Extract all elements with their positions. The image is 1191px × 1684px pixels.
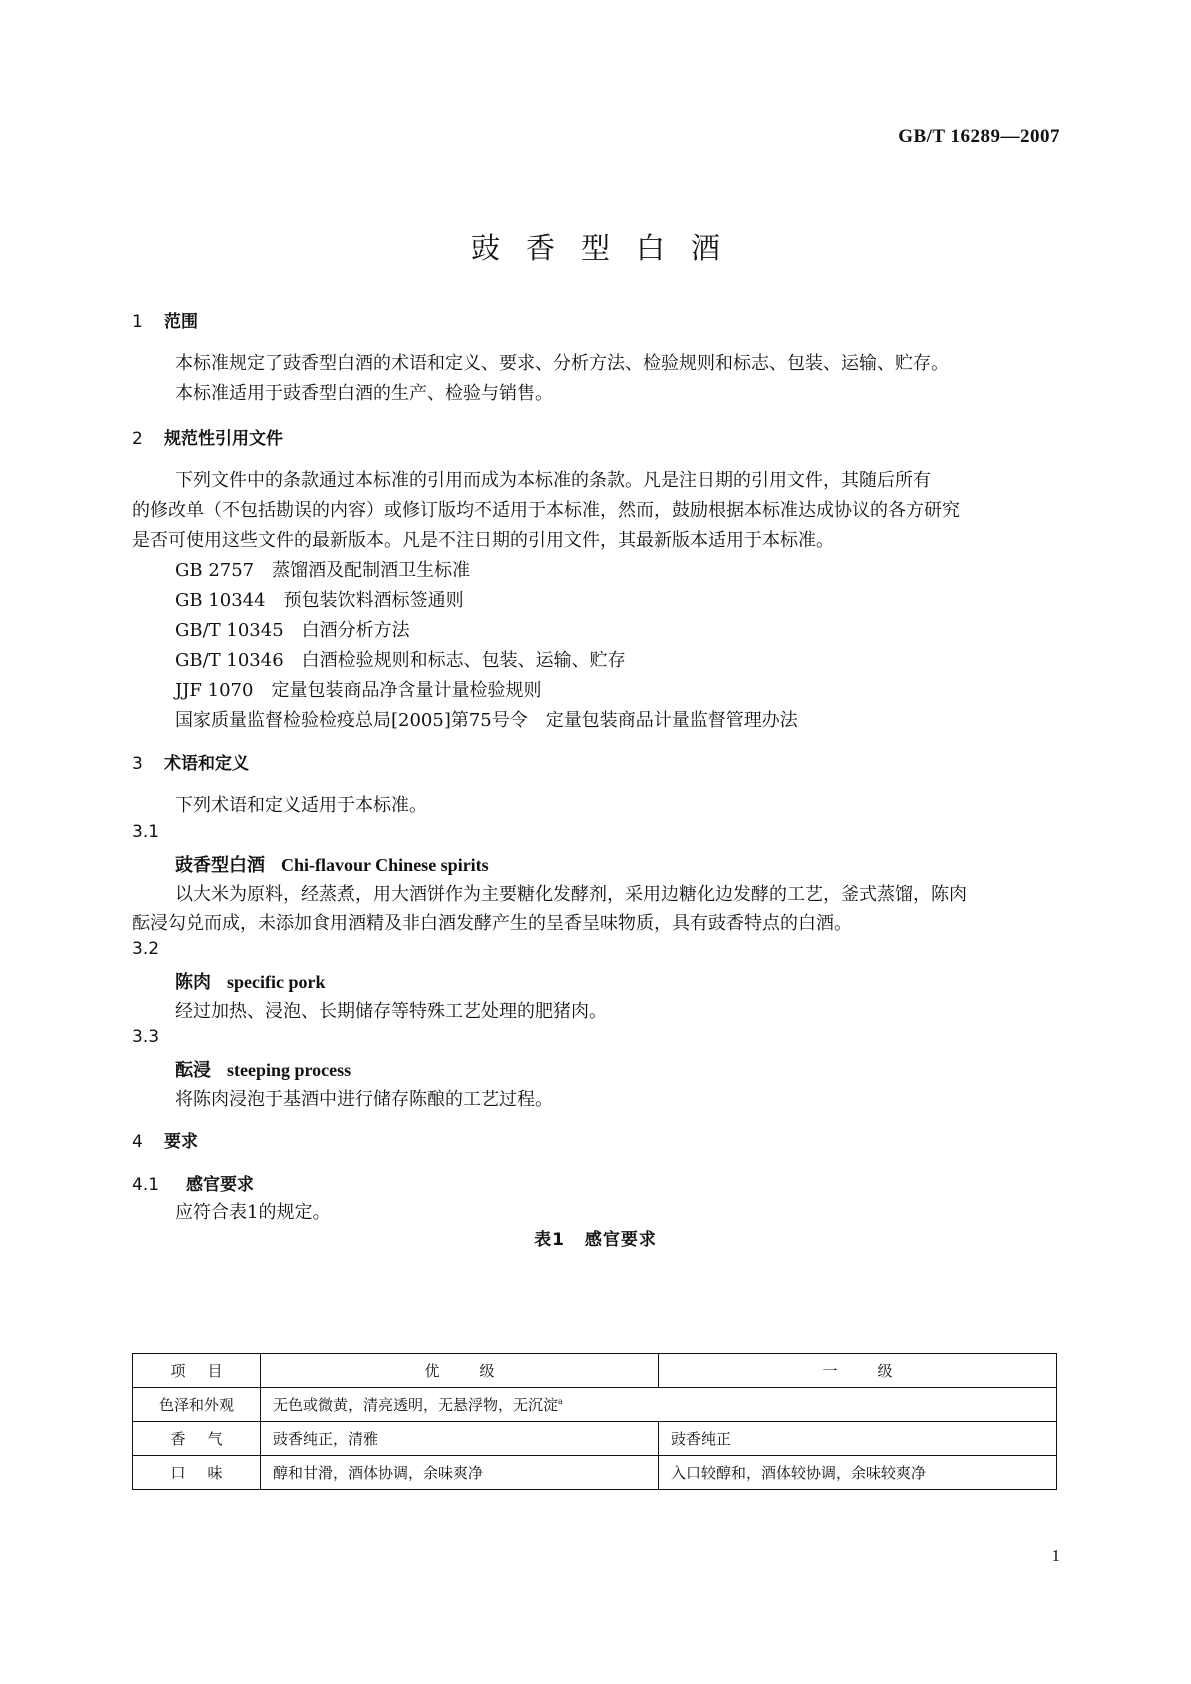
term-heading bbox=[175, 1056, 351, 1082]
row-merged-value bbox=[261, 1388, 1057, 1422]
document-title: 豉香型白酒 bbox=[470, 231, 746, 265]
reference-item bbox=[175, 556, 470, 582]
table-1-caption bbox=[0, 1225, 1191, 1250]
term-chinese: 豉香型白酒 bbox=[175, 855, 265, 876]
reference-code: GB 2757 bbox=[175, 560, 255, 581]
section-4-heading bbox=[132, 1127, 198, 1152]
section-1-heading bbox=[132, 307, 198, 332]
term-heading bbox=[175, 851, 489, 877]
table-row bbox=[133, 1456, 1057, 1490]
term-definition-line-1: 经过加热、浸泡、长期储存等特殊工艺处理的肥猪肉。 bbox=[175, 1001, 607, 1022]
subsection-4-1-title: 感官要求 bbox=[186, 1175, 254, 1195]
subsection-4-1-number: 4.1 bbox=[132, 1175, 160, 1195]
clause-number: 3.3 bbox=[132, 1027, 160, 1047]
section-2-intro-line-2: 的修改单（不包括勘误的内容）或修订版均不适用于本标准，然而，鼓励根据本标准达成协议的各方研究 bbox=[132, 500, 960, 521]
clause-number: 3.1 bbox=[132, 822, 160, 842]
row-item: 口味 bbox=[133, 1456, 261, 1490]
reference-name: 定量包装商品计量监督管理办法 bbox=[545, 710, 798, 731]
reference-name: 白酒分析方法 bbox=[301, 620, 410, 641]
term-english: Chi-flavour Chinese spirits bbox=[281, 855, 489, 875]
term-definition-line-1: 将陈肉浸泡于基酒中进行储存陈酿的工艺过程。 bbox=[175, 1089, 553, 1110]
term-chinese: 酝浸 bbox=[175, 1060, 211, 1081]
section-2-title: 规范性引用文件 bbox=[164, 429, 283, 449]
section-1-number: 1 bbox=[132, 312, 143, 332]
row-first-value: 豉香纯正 bbox=[659, 1422, 1057, 1456]
term-english: steeping process bbox=[227, 1060, 352, 1080]
section-4-number: 4 bbox=[132, 1132, 143, 1152]
reference-code: 国家质量监督检验检疫总局[2005]第75号令 bbox=[175, 710, 528, 731]
section-2-intro-line-3: 是否可使用这些文件的最新版本。凡是不注日期的引用文件，其最新版本适用于本标准。 bbox=[132, 530, 834, 551]
reference-item bbox=[175, 676, 541, 702]
reference-name: 预包装饮料酒标签通则 bbox=[283, 590, 464, 611]
reference-name: 定量包装商品净含量计量检验规则 bbox=[271, 680, 542, 701]
section-4-title: 要求 bbox=[164, 1132, 198, 1152]
reference-item bbox=[175, 586, 464, 612]
sensory-requirements-table bbox=[132, 1353, 1057, 1490]
reference-name: 蒸馏酒及配制酒卫生标准 bbox=[272, 560, 471, 581]
term-chinese: 陈肉 bbox=[175, 972, 211, 993]
standard-code: GB/T 16289—2007 bbox=[898, 126, 1060, 147]
table-header-row bbox=[133, 1354, 1057, 1388]
subsection-4-1-text: 应符合表1的规定。 bbox=[175, 1202, 331, 1223]
row-item: 色泽和外观 bbox=[133, 1388, 261, 1422]
subsection-4-1-heading bbox=[132, 1170, 254, 1195]
term-heading bbox=[175, 968, 326, 994]
cell-text: 无色或微黄，清亮透明，无悬浮物，无沉淀 bbox=[273, 1396, 559, 1414]
section-1-paragraph-2: 本标准适用于豉香型白酒的生产、检验与销售。 bbox=[175, 383, 553, 404]
section-3-heading bbox=[132, 749, 249, 774]
reference-item bbox=[175, 646, 626, 672]
table-1-label: 表1 bbox=[534, 1230, 565, 1250]
reference-item bbox=[175, 706, 798, 732]
header-first-grade: 一级 bbox=[659, 1354, 1057, 1388]
reference-item bbox=[175, 616, 410, 642]
row-excellent-value: 豉香纯正，清雅 bbox=[261, 1422, 659, 1456]
section-2-number: 2 bbox=[132, 429, 143, 449]
header-excellent-grade: 优级 bbox=[261, 1354, 659, 1388]
row-item: 香气 bbox=[133, 1422, 261, 1456]
footnote-mark: a bbox=[558, 1397, 563, 1406]
header-item: 项目 bbox=[133, 1354, 261, 1388]
row-excellent-value: 醇和甘滑，酒体协调，余味爽净 bbox=[261, 1456, 659, 1490]
table-row bbox=[133, 1422, 1057, 1456]
reference-code: JJF 1070 bbox=[175, 680, 254, 701]
reference-name: 白酒检验规则和标志、包装、运输、贮存 bbox=[301, 650, 626, 671]
term-definition-line-1: 以大米为原料，经蒸煮，用大酒饼作为主要糖化发酵剂，采用边糖化边发酵的工艺，釜式蒸馏，陈肉 bbox=[175, 884, 967, 905]
reference-code: GB 10344 bbox=[175, 590, 266, 611]
reference-code: GB/T 10345 bbox=[175, 620, 284, 641]
section-3-number: 3 bbox=[132, 754, 143, 774]
row-first-value: 入口较醇和，酒体较协调，余味较爽净 bbox=[659, 1456, 1057, 1490]
section-2-intro-line-1: 下列文件中的条款通过本标准的引用而成为本标准的条款。凡是注日期的引用文件，其随后所有 bbox=[175, 470, 931, 491]
section-2-heading bbox=[132, 424, 283, 449]
term-english: specific pork bbox=[227, 972, 326, 992]
section-3-title: 术语和定义 bbox=[164, 754, 249, 774]
page-number: 1 bbox=[1051, 1546, 1060, 1565]
section-3-intro: 下列术语和定义适用于本标准。 bbox=[175, 795, 427, 816]
clause-number: 3.2 bbox=[132, 939, 160, 959]
section-1-title: 范围 bbox=[164, 312, 198, 332]
table-1-title: 感官要求 bbox=[584, 1230, 657, 1250]
reference-code: GB/T 10346 bbox=[175, 650, 284, 671]
section-1-paragraph-1: 本标准规定了豉香型白酒的术语和定义、要求、分析方法、检验规则和标志、包装、运输、贮存。 bbox=[175, 353, 949, 374]
table-row bbox=[133, 1388, 1057, 1422]
term-definition-line-2: 酝浸勾兑而成，未添加食用酒精及非白酒发酵产生的呈香呈味物质，具有豉香特点的白酒。 bbox=[132, 913, 852, 934]
